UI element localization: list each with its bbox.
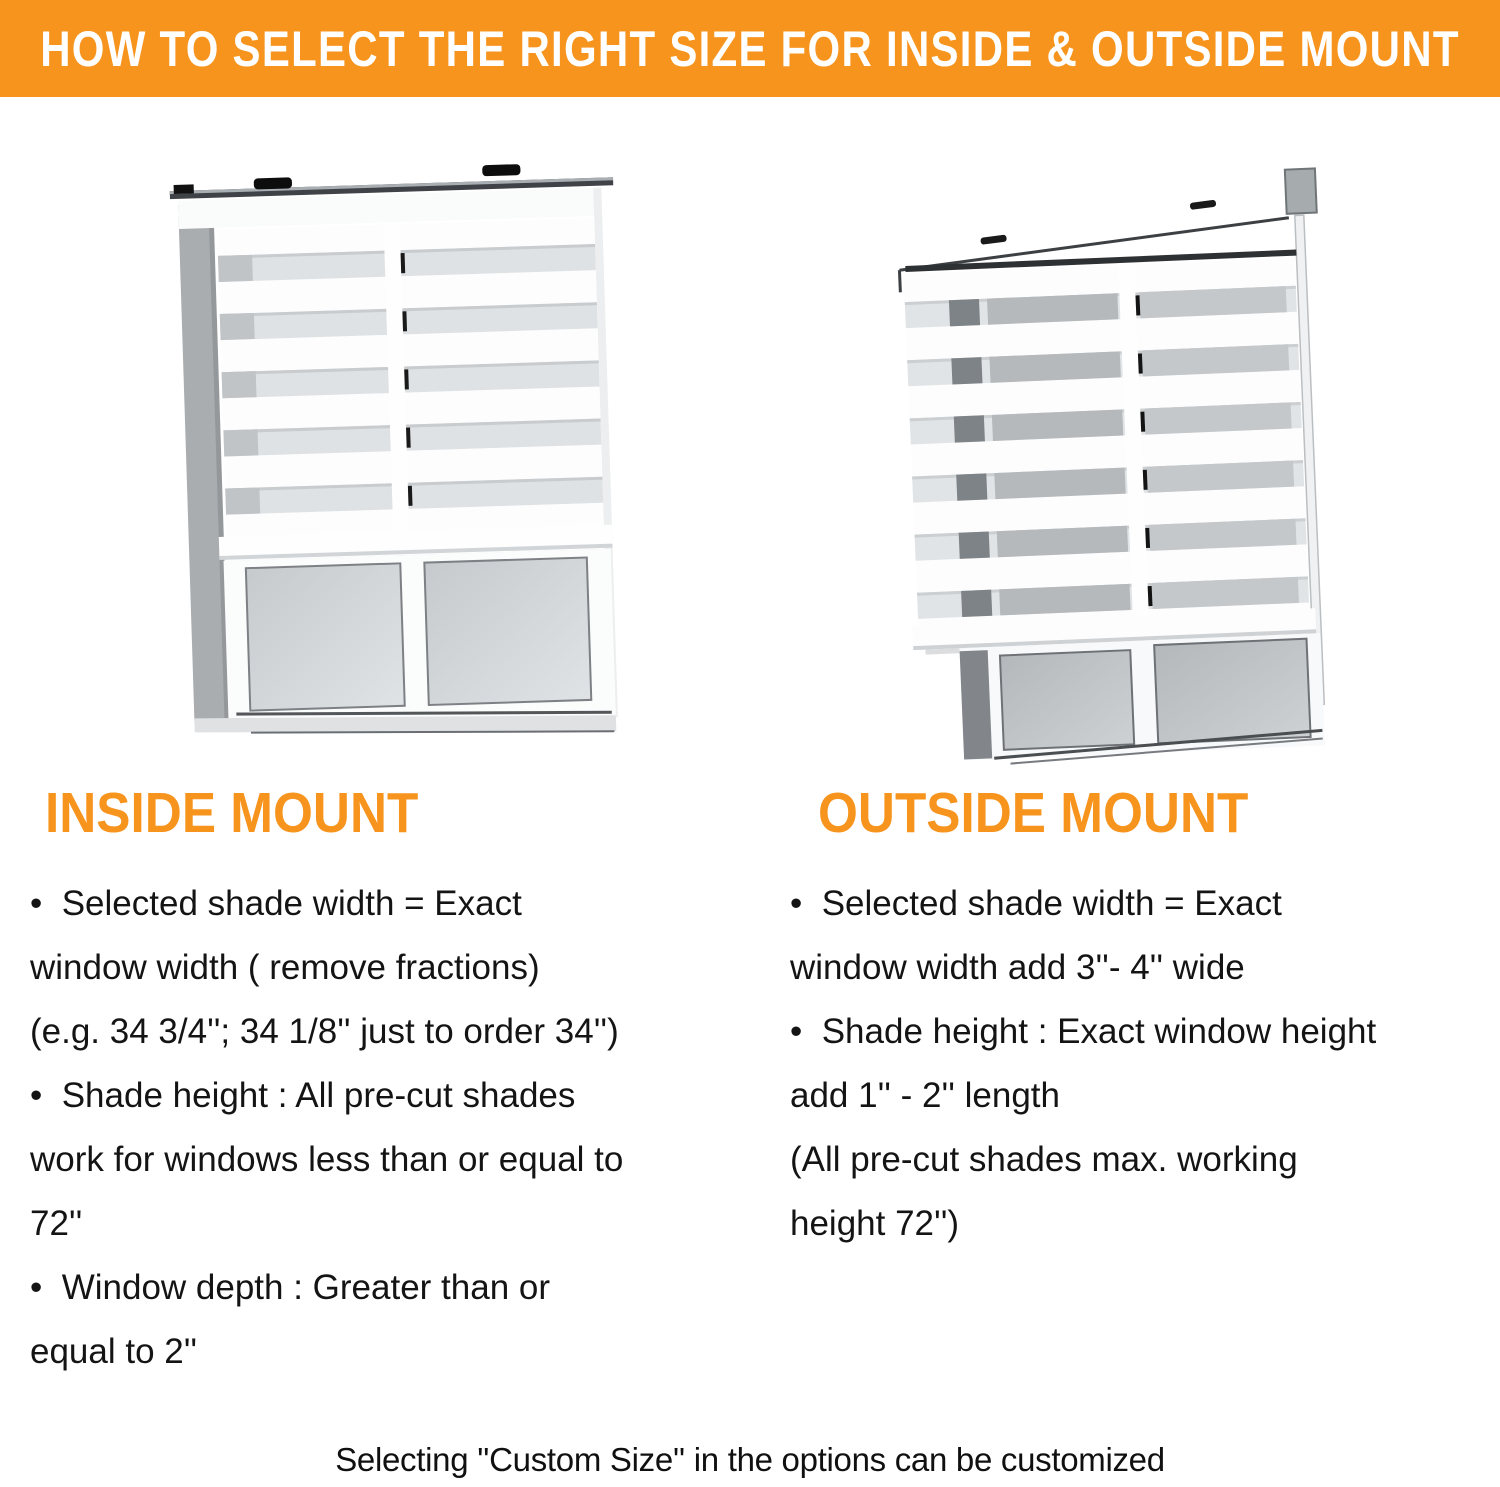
footer-note: Selecting ''Custom Size'' in the options can be customized	[335, 1441, 1165, 1478]
note-line: height 72'')	[790, 1204, 960, 1243]
note-line: • Window depth : Greater than or	[30, 1268, 551, 1307]
note-line: equal to 2''	[30, 1332, 198, 1371]
mounting-bracket-icon	[1190, 200, 1217, 210]
inside-mount-illustration	[168, 158, 630, 760]
note-line: 72''	[30, 1204, 83, 1243]
note-line: • Shade height : Exact window height	[790, 1012, 1377, 1051]
note-line: • Selected shade width = Exact	[30, 884, 522, 923]
window-glass	[224, 549, 616, 730]
note-line: window width ( remove fractions)	[30, 948, 540, 987]
mounting-bracket-icon	[254, 177, 292, 189]
note-line: add 1'' - 2'' length	[790, 1076, 1060, 1115]
outside-mount-illustration	[893, 143, 1335, 765]
note-line: window width add 3''- 4'' wide	[790, 948, 1245, 987]
note-line: • Selected shade width = Exact	[790, 884, 1282, 923]
mounting-bracket-icon	[482, 164, 520, 176]
note-line: • Shade height : All pre-cut shades	[30, 1076, 576, 1115]
inside-mount-window-graphic	[168, 158, 630, 760]
note-line: work for windows less than or equal to	[30, 1140, 624, 1179]
banner	[0, 0, 1500, 97]
outside-mount-notes	[790, 872, 1490, 1256]
inside-mount-heading: INSIDE MOUNT	[45, 781, 419, 845]
note-line: (All pre-cut shades max. working	[790, 1140, 1298, 1179]
banner-title: HOW TO SELECT THE RIGHT SIZE FOR INSIDE & OUTSIDE MOUNT	[40, 20, 1460, 77]
outside-mount-window-graphic	[893, 143, 1335, 765]
inside-mount-notes	[30, 872, 760, 1384]
window-glass	[959, 633, 1325, 760]
mounting-bracket-icon	[980, 234, 1007, 244]
zebra-blind	[209, 218, 613, 566]
zebra-blind	[898, 257, 1317, 655]
outside-mount-heading: OUTSIDE MOUNT	[818, 781, 1249, 845]
note-line: (e.g. 34 3/4''; 34 1/8'' just to order 34'')	[30, 1012, 619, 1051]
